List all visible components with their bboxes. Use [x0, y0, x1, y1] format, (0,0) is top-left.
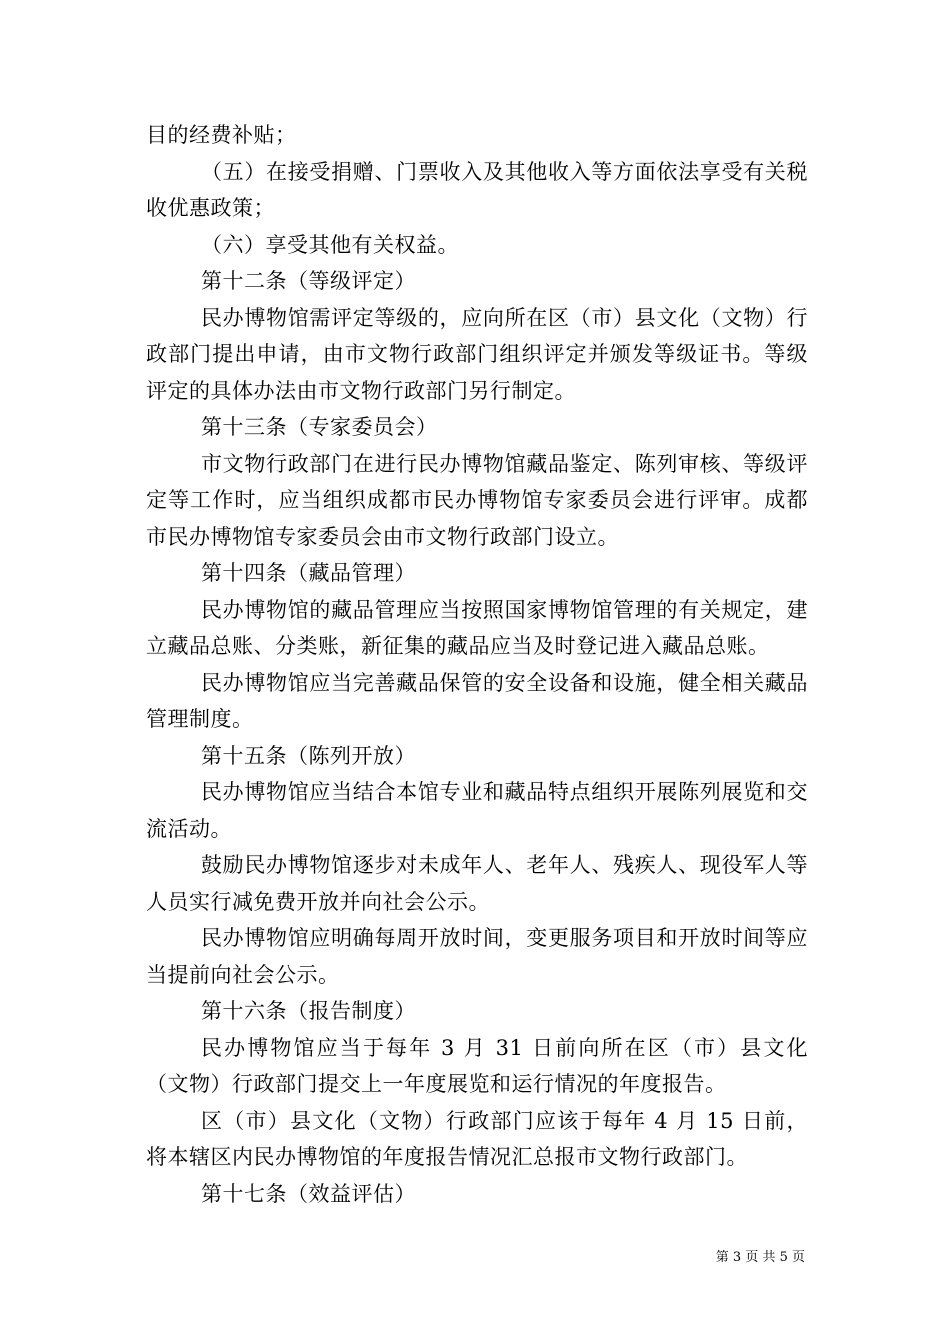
paragraph: （五）在接受捐赠、门票收入及其他收入等方面依法享受有关税收优惠政策； — [146, 159, 808, 220]
paragraph: （六）享受其他有关权益。 — [201, 232, 459, 257]
article-heading: 第十六条（报告制度） — [201, 999, 416, 1023]
paragraph: 民办博物馆应当完善藏品保管的安全设备和设施，健全相关藏品管理制度。 — [146, 670, 808, 731]
paragraph: 市文物行政部门在进行民办博物馆藏品鉴定、陈列审核、等级评定等工作时，应当组织成都市民办博物馆专家委员会进行评审。成都市民办博物馆专家委员会由市文物行政部门设立。 — [146, 451, 808, 549]
paragraph: 民办博物馆需评定等级的，应向所在区（市）县文化（文物）行政部门提出申请，由市文物行政部门组织评定并颁发等级证书。等级评定的具体办法由市文物行政部门另行制定。 — [146, 305, 808, 403]
article-heading: 第十五条（陈列开放） — [201, 743, 416, 768]
article-heading: 第十三条（专家委员会） — [201, 415, 438, 439]
paragraph: 民办博物馆应当结合本馆专业和藏品特点组织开展陈列展览和交流活动。 — [146, 780, 808, 841]
paragraph: 民办博物馆的藏品管理应当按照国家博物馆管理的有关规定，建立藏品总账、分类账，新征集的藏品应当及时登记进入藏品总账。 — [146, 597, 808, 658]
paragraph: 鼓励民办博物馆逐步对未成年人、老年人、残疾人、现役军人等人员实行减免费开放并向社会公示。 — [146, 853, 808, 914]
article-heading: 第十二条（等级评定） — [201, 269, 416, 293]
article-heading: 第十七条（效益评估） — [201, 1181, 416, 1206]
paragraph: 区（市）县文化（文物）行政部门应该于每年 4 月 15 日前，将本辖区内民办博物馆的年度报告情况汇总报市文物行政部门。 — [146, 1108, 808, 1169]
document-body — [146, 117, 808, 1212]
article-heading: 第十四条（藏品管理） — [201, 561, 416, 585]
paragraph: 目的经费补贴； — [146, 123, 297, 147]
page-footer: 第 3 页 共 5 页 — [715, 1250, 805, 1265]
paragraph: 民办博物馆应当于每年 3 月 31 日前向所在区（市）县文化（文物）行政部门提交上一年度展览和运行情况的年度报告。 — [146, 1035, 808, 1096]
paragraph: 民办博物馆应明确每周开放时间，变更服务项目和开放时间等应当提前向社会公示。 — [146, 926, 808, 987]
